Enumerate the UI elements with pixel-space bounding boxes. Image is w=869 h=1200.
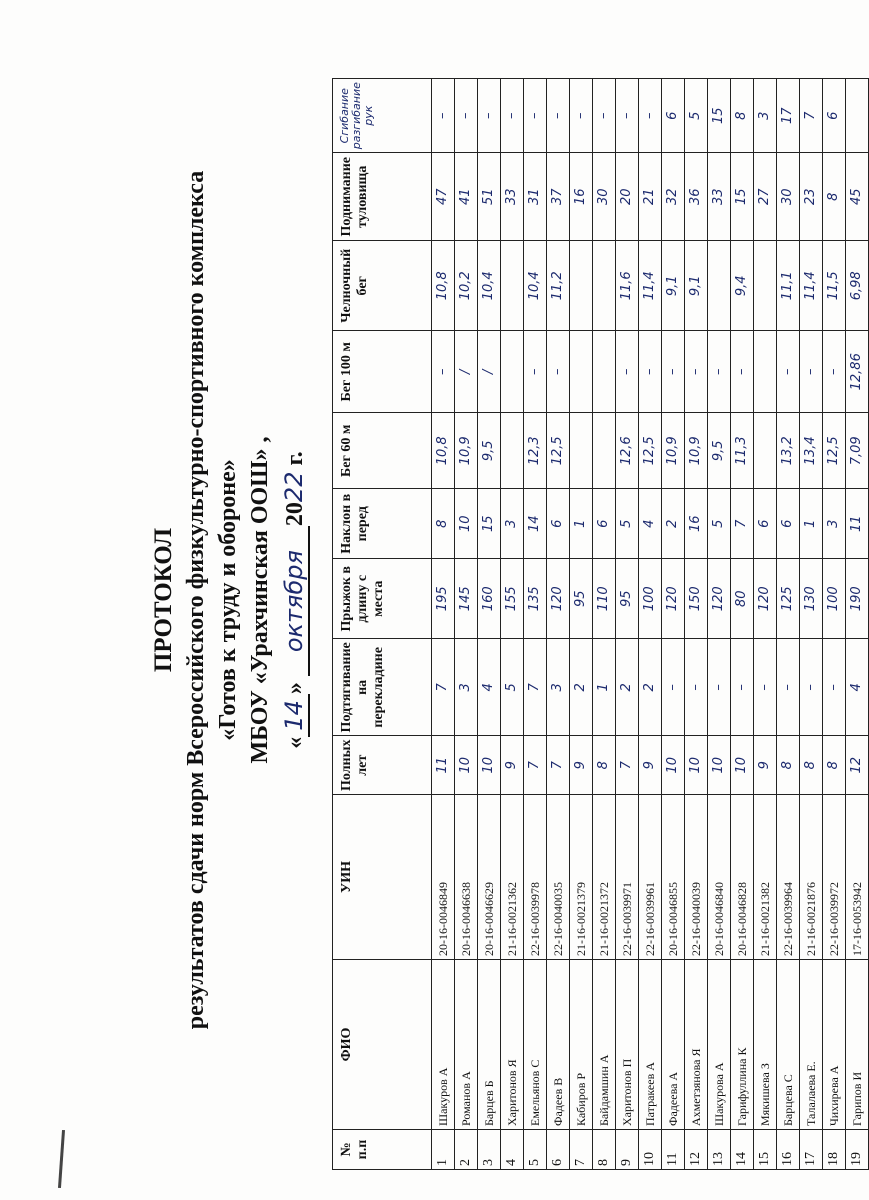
table-cell: 12,5 — [547, 413, 570, 489]
table-cell: 4 — [846, 639, 869, 736]
table-cell: 41 — [455, 153, 478, 241]
date-year-suffix: 22 — [280, 471, 308, 503]
subtitle-line-2: «Готов к труду и обороне» — [215, 459, 241, 741]
table-cell: 7 — [616, 736, 639, 795]
table-cell: 6 — [823, 79, 846, 153]
table-header-row — [333, 79, 432, 1170]
table-cell: 120 — [708, 559, 731, 639]
table-cell: Чихирева А — [823, 960, 846, 1130]
table-cell: 16 — [777, 1130, 800, 1170]
table-cell: 14 — [524, 489, 547, 559]
table-cell: 7 — [547, 736, 570, 795]
table-cell: 9 — [616, 1130, 639, 1170]
table-cell: 7 — [432, 639, 455, 736]
table-cell: 51 — [478, 153, 501, 241]
table-cell: 190 — [846, 559, 869, 639]
table-cell: 1 — [800, 489, 823, 559]
table-cell: 22-16-0039972 — [823, 795, 846, 960]
table-row — [432, 79, 455, 1170]
table-cell: 2 — [455, 1130, 478, 1170]
table-cell: 21-16-0021382 — [754, 795, 777, 960]
table-cell: 11,3 — [731, 413, 754, 489]
table-cell: 20-16-0046840 — [708, 795, 731, 960]
table-cell: Харитонов П — [616, 960, 639, 1130]
table-cell: Талалаева Е. — [800, 960, 823, 1130]
table-cell: 5 — [708, 489, 731, 559]
results-table — [332, 78, 869, 1170]
table-row — [662, 79, 685, 1170]
table-cell — [754, 413, 777, 489]
table-cell: 2 — [639, 639, 662, 736]
subtitle-line-1: результатов сдачи норм Всероссийского физкультурно-спортивного комплекса — [183, 170, 209, 1030]
date-month: октября — [280, 526, 310, 676]
table-cell: 125 — [777, 559, 800, 639]
table-cell: Шакуров А — [432, 960, 455, 1130]
table-cell — [570, 413, 593, 489]
table-body — [432, 79, 869, 1170]
table-cell: 195 — [432, 559, 455, 639]
date-year-end: г. — [282, 451, 308, 466]
table-cell: Емельянов С — [524, 960, 547, 1130]
table-cell — [501, 413, 524, 489]
table-cell: 10,9 — [685, 413, 708, 489]
table-cell — [754, 331, 777, 413]
table-cell: 30 — [593, 153, 616, 241]
table-cell — [754, 241, 777, 331]
table-cell: 7,09 — [846, 413, 869, 489]
table-cell: 8 — [731, 79, 754, 153]
table-cell — [501, 241, 524, 331]
table-cell: 21-16-0021362 — [501, 795, 524, 960]
table-cell: 10 — [708, 736, 731, 795]
table-cell: 9,1 — [685, 241, 708, 331]
table-cell: 15 — [754, 1130, 777, 1170]
table-row — [547, 79, 570, 1170]
table-cell: Кабиров Р — [570, 960, 593, 1130]
table-cell: 4 — [639, 489, 662, 559]
table-cell: 10 — [662, 736, 685, 795]
table-cell: 10 — [685, 736, 708, 795]
table-cell: – — [777, 639, 800, 736]
table-cell: 8 — [432, 489, 455, 559]
table-cell: 8 — [823, 153, 846, 241]
date-day: 14 — [280, 694, 310, 737]
table-cell: 120 — [547, 559, 570, 639]
table-cell: 22-16-0039961 — [639, 795, 662, 960]
table-cell: 3 — [823, 489, 846, 559]
table-cell: – — [685, 639, 708, 736]
table-cell: – — [662, 639, 685, 736]
table-cell: 6 — [547, 489, 570, 559]
date-quote-open: « — [282, 736, 308, 749]
table-cell: 27 — [754, 153, 777, 241]
table-cell: 3 — [455, 639, 478, 736]
table-cell: 13 — [708, 1130, 731, 1170]
table-cell: 6,98 — [846, 241, 869, 331]
table-cell: 10,4 — [478, 241, 501, 331]
table-cell: 6 — [593, 489, 616, 559]
table-cell: – — [616, 331, 639, 413]
table-row — [777, 79, 800, 1170]
table-cell: 33 — [708, 153, 731, 241]
table-cell: 22-16-0040035 — [547, 795, 570, 960]
table-cell: Патракеев А — [639, 960, 662, 1130]
table-row — [708, 79, 731, 1170]
table-row — [616, 79, 639, 1170]
table-cell: 6 — [662, 79, 685, 153]
table-cell: 37 — [547, 153, 570, 241]
table-cell: 5 — [685, 79, 708, 153]
col-header-shuttle-run: Челночный бег — [333, 241, 432, 331]
table-cell: 11,1 — [777, 241, 800, 331]
table-cell — [593, 241, 616, 331]
table-cell: 11 — [846, 489, 869, 559]
table-row — [731, 79, 754, 1170]
table-cell: 47 — [432, 153, 455, 241]
table-cell: 8 — [800, 736, 823, 795]
table-cell: Харитонов Я — [501, 960, 524, 1130]
table-cell: 22-16-0039964 — [777, 795, 800, 960]
table-cell: 7 — [524, 736, 547, 795]
table-cell: – — [432, 79, 455, 153]
table-cell: 19 — [846, 1130, 869, 1170]
table-cell: – — [616, 79, 639, 153]
table-cell: 16 — [570, 153, 593, 241]
table-cell: 6 — [777, 489, 800, 559]
table-cell: – — [501, 79, 524, 153]
col-header-long-jump: Прыжок в длину с места — [333, 559, 432, 639]
date-year-prefix: 20 — [282, 502, 308, 527]
table-cell: 30 — [777, 153, 800, 241]
table-cell: 15 — [478, 489, 501, 559]
table-cell: – — [800, 639, 823, 736]
table-cell: – — [570, 79, 593, 153]
table-cell: 9,4 — [731, 241, 754, 331]
table-cell: Шакурова А — [708, 960, 731, 1130]
table-cell: 6 — [754, 489, 777, 559]
date-quote-close: » — [282, 682, 308, 695]
table-cell: 120 — [754, 559, 777, 639]
table-cell: 10,9 — [662, 413, 685, 489]
table-cell: – — [731, 639, 754, 736]
table-cell: – — [685, 331, 708, 413]
table-cell: Ахметзянова Я — [685, 960, 708, 1130]
table-cell: 5 — [524, 1130, 547, 1170]
table-cell: 135 — [524, 559, 547, 639]
table-cell: 10 — [639, 1130, 662, 1170]
table-cell: 11,5 — [823, 241, 846, 331]
table-cell: 20-16-0046629 — [478, 795, 501, 960]
table-cell: 8 — [593, 736, 616, 795]
table-cell: – — [524, 331, 547, 413]
table-cell: – — [708, 639, 731, 736]
table-row — [570, 79, 593, 1170]
table-cell: 22-16-0039978 — [524, 795, 547, 960]
table-cell: 15 — [731, 153, 754, 241]
table-cell — [570, 331, 593, 413]
protocol-title: ПРОТОКОЛ — [150, 527, 177, 673]
table-cell: Гарифуллина К — [731, 960, 754, 1130]
table-cell: 8 — [823, 736, 846, 795]
table-cell: / — [478, 331, 501, 413]
table-cell: 7 — [524, 639, 547, 736]
table-cell: – — [754, 639, 777, 736]
table-cell: 9 — [639, 736, 662, 795]
table-cell: 17 — [800, 1130, 823, 1170]
table-cell: 3 — [547, 639, 570, 736]
table-cell: 10 — [455, 489, 478, 559]
table-cell: 10,4 — [524, 241, 547, 331]
table-cell: 36 — [685, 153, 708, 241]
table-cell: 150 — [685, 559, 708, 639]
table-cell: 10 — [455, 736, 478, 795]
table-cell: 95 — [570, 559, 593, 639]
table-cell: 11,4 — [639, 241, 662, 331]
table-cell: 9,5 — [478, 413, 501, 489]
table-cell: 5 — [616, 489, 639, 559]
table-cell: 8 — [777, 736, 800, 795]
table-cell: 3 — [501, 489, 524, 559]
table-cell: 22-16-0040039 — [685, 795, 708, 960]
table-cell: 33 — [501, 153, 524, 241]
table-cell: 21-16-0021876 — [800, 795, 823, 960]
table-cell: – — [800, 331, 823, 413]
table-cell: 2 — [662, 489, 685, 559]
table-cell: / — [455, 331, 478, 413]
table-cell: 80 — [731, 559, 754, 639]
table-cell: 160 — [478, 559, 501, 639]
table-cell: 12,86 — [846, 331, 869, 413]
col-header-forward-bend: Наклон в перед — [333, 489, 432, 559]
table-cell: 10 — [731, 736, 754, 795]
col-header-age: Полных лет — [333, 736, 432, 795]
table-cell: – — [547, 79, 570, 153]
table-row — [846, 79, 869, 1170]
table-cell: 95 — [616, 559, 639, 639]
table-row — [501, 79, 524, 1170]
table-row — [639, 79, 662, 1170]
table-cell: 2 — [570, 639, 593, 736]
table-cell: 18 — [823, 1130, 846, 1170]
table-cell: – — [455, 79, 478, 153]
table-cell: 17 — [777, 79, 800, 153]
col-header-name: ФИО — [333, 960, 432, 1130]
table-cell: Барцев Б — [478, 960, 501, 1130]
school-name: МБОУ «Урахчинская ООШ» , — [247, 436, 273, 764]
protocol-date — [280, 0, 310, 1200]
table-cell: 11,4 — [800, 241, 823, 331]
table-cell: – — [593, 79, 616, 153]
table-cell: – — [823, 639, 846, 736]
table-cell: 22-16-0039971 — [616, 795, 639, 960]
col-header-situps: Поднимание туловища — [333, 153, 432, 241]
table-cell: 12 — [846, 736, 869, 795]
table-cell: 100 — [639, 559, 662, 639]
table-cell: 11 — [432, 736, 455, 795]
table-cell: 15 — [708, 79, 731, 153]
table-cell: 12,5 — [639, 413, 662, 489]
table-cell: 20 — [616, 153, 639, 241]
table-cell: – — [662, 331, 685, 413]
table-cell: 3 — [478, 1130, 501, 1170]
table-cell: 12,5 — [823, 413, 846, 489]
col-header-pullups: Подтягивание на перекладине — [333, 639, 432, 736]
table-cell: – — [823, 331, 846, 413]
table-cell: 7 — [731, 489, 754, 559]
table-cell: 21-16-0021379 — [570, 795, 593, 960]
table-cell: 4 — [501, 1130, 524, 1170]
table-row — [754, 79, 777, 1170]
table-cell: 45 — [846, 153, 869, 241]
table-cell — [708, 241, 731, 331]
table-cell: Фадеев В — [547, 960, 570, 1130]
table-cell: – — [731, 331, 754, 413]
table-cell: 100 — [823, 559, 846, 639]
table-cell: 31 — [524, 153, 547, 241]
table-cell: 120 — [662, 559, 685, 639]
table-cell: Романов А — [455, 960, 478, 1130]
table-cell: 13,2 — [777, 413, 800, 489]
table-cell: 20-16-0046849 — [432, 795, 455, 960]
table-cell: – — [524, 79, 547, 153]
table-cell: 145 — [455, 559, 478, 639]
table-cell: 21-16-0021372 — [593, 795, 616, 960]
col-header-uin: УИН — [333, 795, 432, 960]
table-cell: 2 — [616, 639, 639, 736]
table-cell — [593, 331, 616, 413]
table-cell: 9 — [570, 736, 593, 795]
table-cell: 12 — [685, 1130, 708, 1170]
table-row — [823, 79, 846, 1170]
table-row — [478, 79, 501, 1170]
table-cell: – — [478, 79, 501, 153]
table-cell — [501, 331, 524, 413]
table-cell: Мякишева З — [754, 960, 777, 1130]
table-cell: 23 — [800, 153, 823, 241]
table-cell: 20-16-0046638 — [455, 795, 478, 960]
table-cell: Фадеева А — [662, 960, 685, 1130]
table-cell: 32 — [662, 153, 685, 241]
table-cell — [593, 413, 616, 489]
table-cell: Барцева С — [777, 960, 800, 1130]
table-cell: – — [639, 79, 662, 153]
table-cell: 20-16-0046855 — [662, 795, 685, 960]
table-cell: 10,8 — [432, 413, 455, 489]
table-row — [524, 79, 547, 1170]
table-cell: 17-16-0053942 — [846, 795, 869, 960]
table-row — [455, 79, 478, 1170]
table-cell: 7 — [800, 79, 823, 153]
table-cell: 130 — [800, 559, 823, 639]
table-cell: 7 — [570, 1130, 593, 1170]
table-cell: 9 — [754, 736, 777, 795]
col-header-run-60: Бег 60 м — [333, 413, 432, 489]
table-cell: 1 — [432, 1130, 455, 1170]
table-cell: 12,3 — [524, 413, 547, 489]
col-header-pushups: Сгибание разгибание рук — [333, 79, 432, 153]
table-cell: 1 — [570, 489, 593, 559]
table-cell: 3 — [754, 79, 777, 153]
table-cell: 9,5 — [708, 413, 731, 489]
table-row — [685, 79, 708, 1170]
table-cell: 13,4 — [800, 413, 823, 489]
table-cell: 14 — [731, 1130, 754, 1170]
table-cell: 11,6 — [616, 241, 639, 331]
table-cell: Байдамшин А — [593, 960, 616, 1130]
table-cell: 16 — [685, 489, 708, 559]
col-header-number: № п.п — [333, 1130, 432, 1170]
table-cell: Гарипов И — [846, 960, 869, 1130]
col-header-run-100: Бег 100 м — [333, 331, 432, 413]
table-cell: – — [432, 331, 455, 413]
table-cell: – — [639, 331, 662, 413]
table-cell: – — [777, 331, 800, 413]
table-cell: 11 — [662, 1130, 685, 1170]
table-cell: 155 — [501, 559, 524, 639]
table-row — [800, 79, 823, 1170]
table-cell: 21 — [639, 153, 662, 241]
table-cell: 9,1 — [662, 241, 685, 331]
table-cell: 5 — [501, 639, 524, 736]
table-cell: 10,9 — [455, 413, 478, 489]
table-cell: 9 — [501, 736, 524, 795]
table-cell: 6 — [547, 1130, 570, 1170]
table-cell: 1 — [593, 639, 616, 736]
table-cell: 8 — [593, 1130, 616, 1170]
table-row — [593, 79, 616, 1170]
table-cell: 10 — [478, 736, 501, 795]
table-cell: 20-16-0046828 — [731, 795, 754, 960]
table-cell: 10,2 — [455, 241, 478, 331]
table-cell: 110 — [593, 559, 616, 639]
table-cell: 10,8 — [432, 241, 455, 331]
table-cell — [570, 241, 593, 331]
table-cell: – — [708, 331, 731, 413]
table-cell: 4 — [478, 639, 501, 736]
table-cell: – — [547, 331, 570, 413]
table-cell: 12,6 — [616, 413, 639, 489]
table-cell — [846, 79, 869, 153]
table-cell: 11,2 — [547, 241, 570, 331]
